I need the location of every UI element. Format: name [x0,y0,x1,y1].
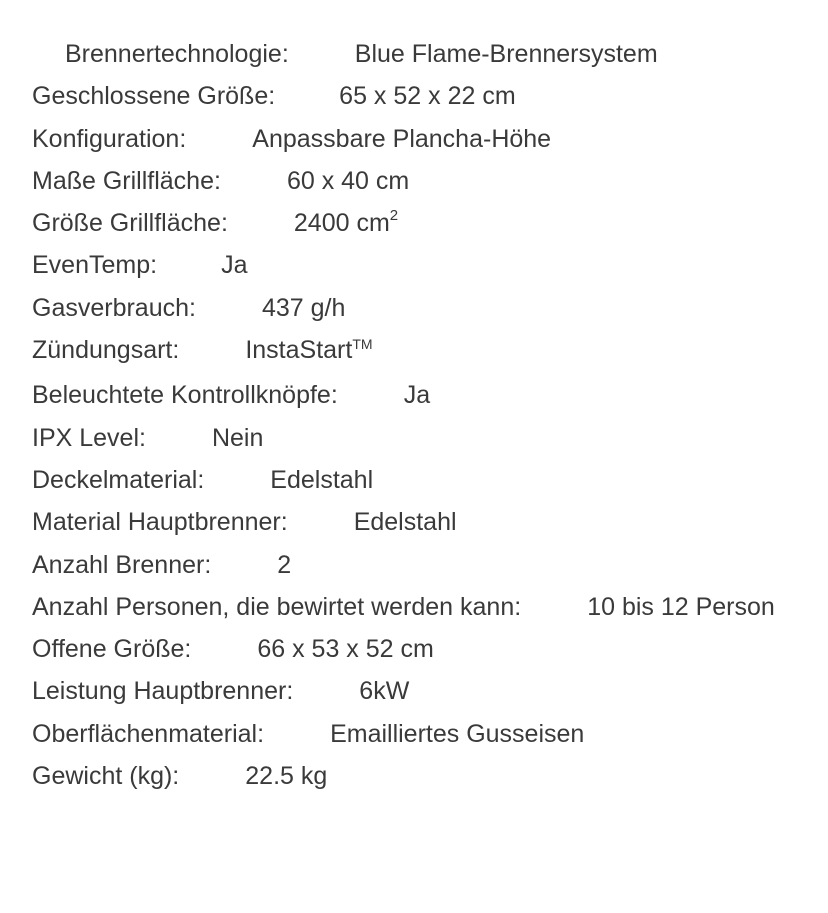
spec-label: Beleuchtete Kontrollknöpfe: [32,381,338,410]
spec-value: 60 x 40 cm [286,166,410,195]
spec-value: Edelstahl [270,465,374,494]
spec-row [32,544,828,586]
spec-value: Anpassbare Plancha-Höhe [252,124,552,153]
spec-row [32,33,828,75]
spec-label: Gewicht (kg): [32,762,180,791]
spec-row [32,417,828,459]
spec-row [32,755,828,797]
spec-row [32,586,828,628]
spec-row [32,374,828,416]
spec-value: 2 [277,550,292,579]
trademark-sign: TM [352,336,373,353]
spec-row [32,118,828,160]
spec-row [32,713,828,755]
spec-value: Edelstahl [353,508,457,537]
spec-row [32,670,828,712]
spec-row [32,459,828,501]
spec-row [32,75,828,117]
spec-label: Oberflächenmaterial: [32,719,265,748]
spec-label: Material Hauptbrenner: [32,508,288,537]
spec-value: 22.5 kg [245,762,328,791]
spec-row [32,329,828,374]
spec-value: 66 x 53 x 52 cm [257,635,434,664]
spec-label: Gasverbrauch: [32,293,196,322]
spec-value: 437 g/h [261,293,346,322]
spec-label: Konfiguration: [32,124,187,153]
spec-label: Offene Größe: [32,635,192,664]
spec-row [32,202,828,244]
spec-label: Maße Grillfläche: [32,166,221,195]
spec-label: Anzahl Personen, die bewirtet werden kann: [32,592,522,621]
spec-value: 65 x 52 x 22 cm [339,82,516,111]
spec-label: Leistung Hauptbrenner: [32,677,294,706]
spec-label: Zündungsart: [32,336,180,365]
spec-row [32,160,828,202]
spec-label: Größe Grillfläche: [32,209,228,238]
spec-label: Brennertechnologie: [65,40,289,68]
superscript-two: 2 [389,206,399,224]
spec-value: Ja [403,381,431,410]
spec-row [32,501,828,543]
spec-value: 6kW [359,677,410,706]
spec-label: Deckelmaterial: [32,465,205,494]
spec-value: Nein [211,423,264,452]
spec-row [32,628,828,670]
spec-label: EvenTemp: [32,251,158,280]
spec-row [32,244,828,286]
spec-value: Emailliertes Gusseisen [330,719,585,748]
spec-value: Blue Flame-Brennersystem [354,40,658,68]
spec-value: Ja [221,251,248,280]
spec-label: Anzahl Brenner: [32,550,212,579]
spec-label: IPX Level: [32,423,146,452]
spec-value: 10 bis 12 Person [587,592,775,621]
spec-row [32,287,828,329]
spec-label: Geschlossene Größe: [32,82,276,111]
spec-value: InstaStart [245,336,353,365]
spec-value: 2400 cm [293,209,390,238]
spec-list [32,33,828,797]
